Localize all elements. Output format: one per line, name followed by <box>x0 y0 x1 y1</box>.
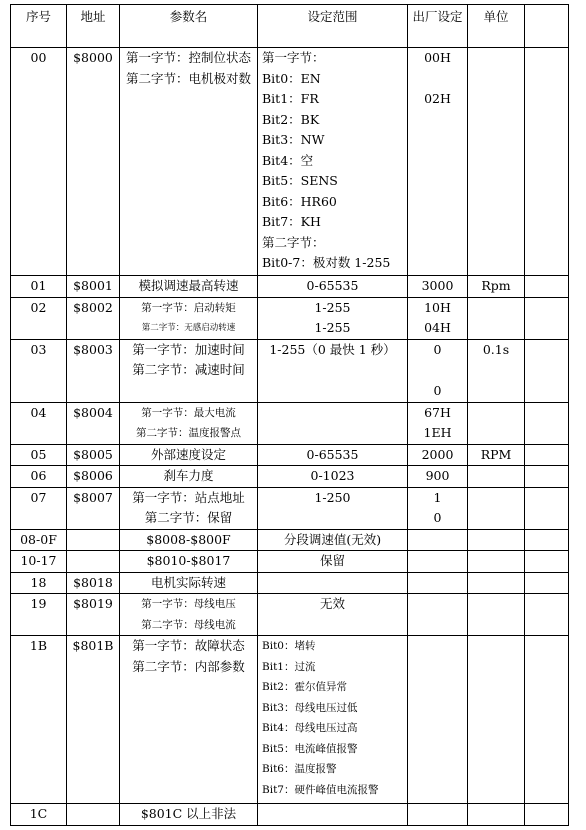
default-byte2: 02H <box>424 91 451 106</box>
row-extra <box>525 487 569 529</box>
table-header-row <box>11 5 569 48</box>
row-address: $8004 <box>67 402 120 444</box>
row-extra <box>525 594 569 636</box>
row-default <box>408 594 468 636</box>
row-param-name: 模拟调速最高转速 <box>120 276 258 298</box>
row-param-name <box>120 402 258 444</box>
range-line: Bit2：BK <box>262 111 320 127</box>
default-byte1: 10H <box>424 299 451 315</box>
row-seq: 05 <box>11 444 67 466</box>
range-line: Bit6：HR60 <box>262 193 337 209</box>
name-byte2: 第二字节：无感启动转速 <box>141 323 236 333</box>
default-byte1: 0 <box>433 341 442 357</box>
row-address <box>67 804 120 826</box>
row-address: $8002 <box>67 297 120 339</box>
name-byte1: 第一字节：故障状态 <box>132 638 245 653</box>
row-param-name <box>120 487 258 529</box>
row-seq: 1C <box>11 804 67 826</box>
table-row <box>11 804 569 826</box>
name-byte1: 第一字节：控制位状态 <box>125 50 251 65</box>
row-range <box>258 804 408 826</box>
row-extra <box>525 444 569 466</box>
name-byte2: 第二字节：母线电流 <box>141 618 236 631</box>
row-unit <box>468 551 525 573</box>
row-default: 2000 <box>408 444 468 466</box>
range-byte1: 1-255 <box>314 299 351 315</box>
name-byte1: 第一字节：加速时间 <box>132 341 245 357</box>
table-row <box>11 466 569 488</box>
row-range: 无效 <box>258 594 408 636</box>
row-address <box>67 551 120 573</box>
table-row <box>11 444 569 466</box>
row-extra <box>525 297 569 339</box>
row-seq: 03 <box>11 339 67 402</box>
range-line: Bit3：母线电压过低 <box>262 701 358 714</box>
row-param-name: 刹车力度 <box>120 466 258 488</box>
default-byte1: 67H <box>424 404 451 420</box>
row-range: 保留 <box>258 551 408 573</box>
row-unit: Rpm <box>468 276 525 298</box>
name-byte1: 第一字节：最大电流 <box>141 406 236 419</box>
table-row <box>11 594 569 636</box>
row-param-name <box>120 594 258 636</box>
row-address: $8003 <box>67 339 120 402</box>
header-param-name: 参数名 <box>120 5 258 48</box>
range-line: 第二字节： <box>262 234 325 250</box>
row-default <box>408 636 468 804</box>
header-default: 出厂设定 <box>408 5 468 48</box>
row-param-name <box>120 48 258 276</box>
row-param-name: $801C 以上非法 <box>120 804 258 826</box>
row-default: 3000 <box>408 276 468 298</box>
name-byte2: 第二字节：减速时间 <box>132 362 245 377</box>
header-seq: 序号 <box>11 5 67 48</box>
header-unit: 单位 <box>468 5 525 48</box>
row-range: 0-65535 <box>258 444 408 466</box>
row-param-name: $8008-$800F <box>120 529 258 551</box>
row-extra <box>525 402 569 444</box>
row-range: 1-250 <box>258 487 408 529</box>
name-byte2: 第二字节：内部参数 <box>132 658 245 674</box>
row-address: $8007 <box>67 487 120 529</box>
row-seq: 07 <box>11 487 67 529</box>
row-extra <box>525 48 569 276</box>
table-row <box>11 297 569 339</box>
name-byte2: 第二字节：电机极对数 <box>125 70 251 86</box>
table-row <box>11 402 569 444</box>
row-default <box>408 529 468 551</box>
range-line: Bit0：EN <box>262 70 321 86</box>
range-line: Bit7：硬件峰值电流报警 <box>262 783 379 796</box>
row-unit <box>468 636 525 804</box>
row-unit: RPM <box>468 444 525 466</box>
name-byte2: 第二字节：保留 <box>144 510 233 525</box>
row-seq: 06 <box>11 466 67 488</box>
header-range: 设定范围 <box>258 5 408 48</box>
row-seq: 02 <box>11 297 67 339</box>
row-extra <box>525 339 569 402</box>
row-range <box>258 402 408 444</box>
row-extra <box>525 572 569 594</box>
row-default <box>408 339 468 402</box>
row-range: 0-1023 <box>258 466 408 488</box>
row-seq: 04 <box>11 402 67 444</box>
row-extra <box>525 276 569 298</box>
row-address: $8000 <box>67 48 120 276</box>
row-address: $8005 <box>67 444 120 466</box>
header-address: 地址 <box>67 5 120 48</box>
row-unit <box>468 487 525 529</box>
range-line: Bit3：NW <box>262 132 325 147</box>
name-byte1: 第一字节：站点地址 <box>132 489 245 505</box>
row-default <box>408 48 468 276</box>
table-row <box>11 276 569 298</box>
table-row <box>11 487 569 529</box>
range-line: Bit0：堵转 <box>262 640 316 652</box>
range-line: Bit4：母线电压过高 <box>262 722 358 734</box>
row-default: 900 <box>408 466 468 488</box>
row-extra <box>525 466 569 488</box>
default-byte2: 1EH <box>423 425 452 440</box>
row-default <box>408 572 468 594</box>
row-param-name: $8010-$8017 <box>120 551 258 573</box>
default-byte2: 04H <box>424 320 451 335</box>
row-default <box>408 551 468 573</box>
row-seq: 19 <box>11 594 67 636</box>
range-line: Bit0-7：极对数 1-255 <box>262 255 391 270</box>
row-param-name <box>120 297 258 339</box>
row-range <box>258 636 408 804</box>
table-row <box>11 339 569 402</box>
row-range <box>258 297 408 339</box>
range-line: Bit1：FR <box>262 91 319 106</box>
range-line: Bit5：电流峰值报警 <box>262 742 358 755</box>
row-unit: 0.1s <box>468 339 525 402</box>
row-extra <box>525 551 569 573</box>
row-address: $8019 <box>67 594 120 636</box>
row-unit <box>468 297 525 339</box>
range-line: Bit1：过流 <box>262 660 316 673</box>
row-address: $801B <box>67 636 120 804</box>
row-unit <box>468 48 525 276</box>
row-unit <box>468 572 525 594</box>
row-default <box>408 402 468 444</box>
range-line: Bit2：霍尔值异常 <box>262 681 347 693</box>
row-extra <box>525 529 569 551</box>
row-range <box>258 572 408 594</box>
range-byte2: 1-255 <box>314 320 351 335</box>
row-seq: 00 <box>11 48 67 276</box>
row-unit <box>468 594 525 636</box>
row-unit <box>468 529 525 551</box>
row-param-name <box>120 636 258 804</box>
default-byte2: 0 <box>433 382 442 398</box>
range-line: Bit5：SENS <box>262 173 338 188</box>
header-empty <box>525 5 569 48</box>
row-extra <box>525 804 569 826</box>
row-seq: 18 <box>11 572 67 594</box>
default-byte2: 0 <box>433 510 442 525</box>
row-extra <box>525 636 569 804</box>
row-address <box>67 529 120 551</box>
range-line: 第一字节： <box>262 50 325 65</box>
default-byte1: 1 <box>433 489 442 505</box>
row-seq: 01 <box>11 276 67 298</box>
row-default <box>408 297 468 339</box>
row-unit <box>468 804 525 826</box>
row-address: $8001 <box>67 276 120 298</box>
row-address: $8018 <box>67 572 120 594</box>
table-row <box>11 572 569 594</box>
row-seq: 08-0F <box>11 529 67 551</box>
name-byte2: 第二字节：温度报警点 <box>136 427 241 439</box>
range-line: Bit7：KH <box>262 214 321 229</box>
table-row <box>11 529 569 551</box>
row-address: $8006 <box>67 466 120 488</box>
name-byte1: 第一字节：启动转矩 <box>141 301 236 314</box>
row-param-name: 外部速度设定 <box>120 444 258 466</box>
name-byte1: 第一字节：母线电压 <box>141 598 236 610</box>
row-param-name: 电机实际转速 <box>120 572 258 594</box>
default-byte1: 00H <box>424 50 451 65</box>
row-default <box>408 487 468 529</box>
row-seq: 1B <box>11 636 67 804</box>
range-line: Bit4：空 <box>262 152 314 168</box>
row-range: 0-65535 <box>258 276 408 298</box>
row-param-name <box>120 339 258 402</box>
range-line: Bit6：温度报警 <box>262 763 337 775</box>
row-range: 1-255（0 最快 1 秒） <box>258 339 408 402</box>
parameter-table <box>10 4 569 826</box>
row-unit <box>468 402 525 444</box>
table-row <box>11 48 569 276</box>
table-row <box>11 636 569 804</box>
row-seq: 10-17 <box>11 551 67 573</box>
row-range: 分段调速值(无效) <box>258 529 408 551</box>
row-unit <box>468 466 525 488</box>
table-row <box>11 551 569 573</box>
row-range <box>258 48 408 276</box>
row-default <box>408 804 468 826</box>
